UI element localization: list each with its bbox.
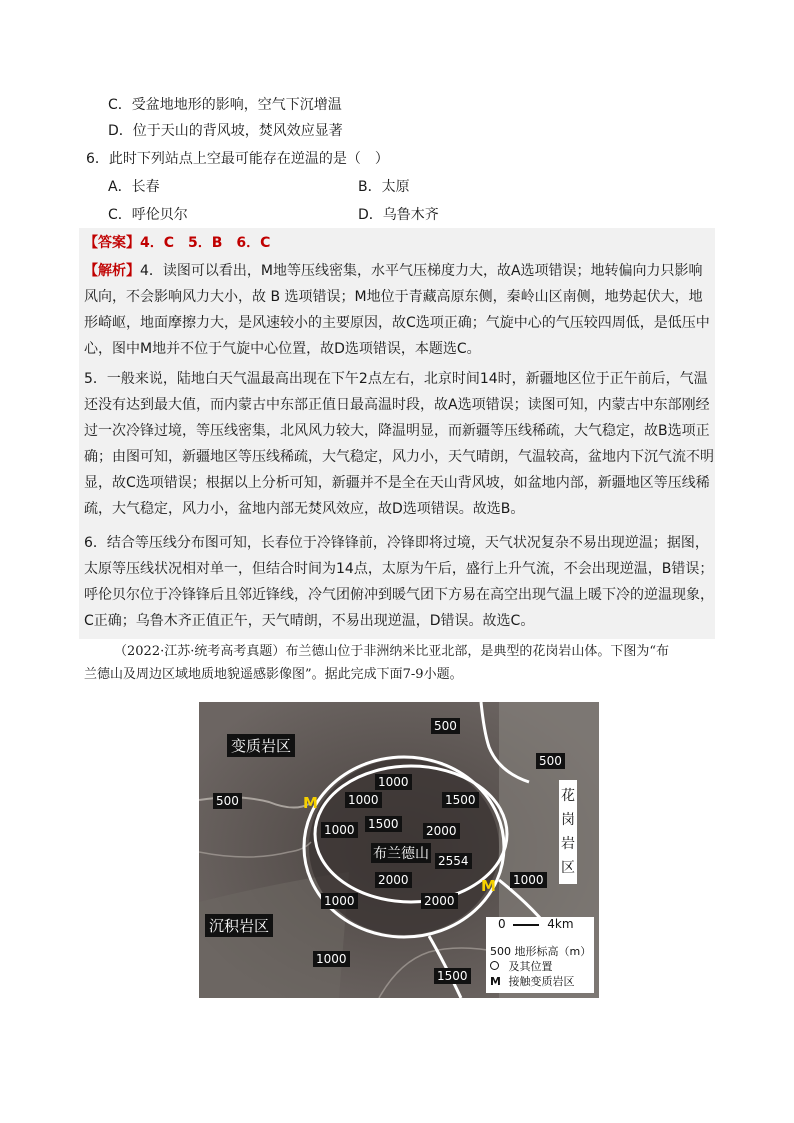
remote-sensing-image — [199, 702, 599, 998]
q5-option-d: D．位于天山的背风坡，焚风效应显著 — [108, 123, 343, 139]
map-legend: 0 4km 500 地形标高（m） 及其位置 M 接触变质岩区 — [486, 917, 594, 993]
elevation-label: 2000 — [375, 872, 412, 888]
elevation-label: 1500 — [442, 792, 479, 808]
q6-stem: 6．此时下列站点上空最可能存在逆温的是（ ） — [86, 151, 389, 167]
analysis-q5: 5．一般来说，陆地白天气温最高出现在下午2点左右，北京时间14时，新疆地区位于正午前后，气温 还没有达到最大值，而内蒙古中东部正值日最高温时段，故A选项错误；读图可知，内蒙古中东部刚经 过一次冷锋过境，等压线密集，北风风力较大，降温明显，而新疆等压线稀疏，大气稳定，故B选项正 确；由图可知，新疆地区等压线稀疏，大气稳定，风力小，天气晴朗，气温较高，盆地内下沉气流不明 显，故C选项错误；根据以上分析可知，新疆并不是全在天山背风坡，如盆地内部，新疆地区等压线稀 疏，大气稳定，风力小，盆地内部无焚风效应，故D选项错误。故选B。 — [84, 371, 714, 517]
elevation-label: 2000 — [421, 893, 458, 909]
analysis-q6: 6．结合等压线分布图可知，长春位于冷锋锋前，冷锋即将过境，天气状况复杂不易出现逆温；据图， 太原等压线状况相对单一，但结合时间为14点，太原为午后，盛行上升气流，不会出现逆温，B错误； 呼伦贝尔位于冷锋锋后且邻近锋线，冷气团俯冲到暖气团下方易在高空出现气温上暖下冷的逆温现象， C正确；乌鲁木齐正值正午，天气晴朗，不易出现逆温，D错误。故选C。 — [84, 535, 714, 629]
circle-icon — [490, 961, 499, 970]
region-granite-label: 花 岗 岩 区 — [559, 780, 577, 884]
elevation-label: 1000 — [375, 774, 412, 790]
elevation-label: 1000 — [345, 792, 382, 808]
elevation-label: 1000 — [321, 893, 358, 909]
m-marker-west: M — [303, 794, 318, 812]
elevation-label: 500 — [431, 718, 460, 734]
elevation-label: 2554 — [435, 853, 472, 869]
elevation-label: 1000 — [313, 951, 350, 967]
q6-option-c: C．呼伦贝尔 — [108, 207, 188, 223]
analysis-q4: 【解析】4．读图可以看出，M地等压线密集，水平气压梯度力大，故A选项错误；地转偏向力只影响 风向，不会影响风力大小，故 B 选项错误；M地位于青藏高原东侧，秦岭山区南侧，地势起伏大，地 形崎岖，地面摩擦力大，是风速较小的主要原因，故C选项正确；气旋中心的气压较四周低，是低压中 心，图中M地并不位于气旋中心位置，故D选项错误，本题选C。 — [84, 263, 710, 357]
elevation-label: 500 — [213, 793, 242, 809]
peak-name-label: 布兰德山 — [371, 843, 431, 863]
elevation-label: 2000 — [423, 823, 460, 839]
q6-option-b: B．太原 — [358, 179, 410, 195]
scale-bar: 0 4km — [498, 917, 574, 931]
elevation-label: 1500 — [365, 816, 402, 832]
elevation-label: 1000 — [510, 872, 547, 888]
scale-line — [513, 924, 539, 926]
region-metamorphic-label: 变质岩区 — [227, 734, 295, 757]
elevation-label: 1500 — [434, 968, 471, 984]
q5-option-c: C．受盆地地形的影响，空气下沉增温 — [108, 97, 342, 113]
answer-tag: 【答案】 — [84, 235, 140, 251]
q6-option-d: D．乌鲁木齐 — [358, 207, 439, 223]
analysis-tag: 【解析】 — [84, 263, 140, 279]
question-intro: （2022·江苏·统考高考真题）布兰德山位于非洲纳米比亚北部，是典型的花岗岩山体。下图为“布 兰德山及周边区域地质地貌遥感影像图”。据此完成下面7-9小题。 — [84, 644, 669, 682]
answer-line — [84, 230, 270, 256]
answer-text: 4．C 5．B 6．C — [140, 235, 271, 251]
q6-option-a: A．长春 — [108, 179, 160, 195]
region-sedimentary-label: 沉积岩区 — [205, 914, 273, 937]
elevation-label: 1000 — [321, 822, 358, 838]
m-marker-east: M — [481, 877, 496, 895]
elevation-label: 500 — [536, 753, 565, 769]
